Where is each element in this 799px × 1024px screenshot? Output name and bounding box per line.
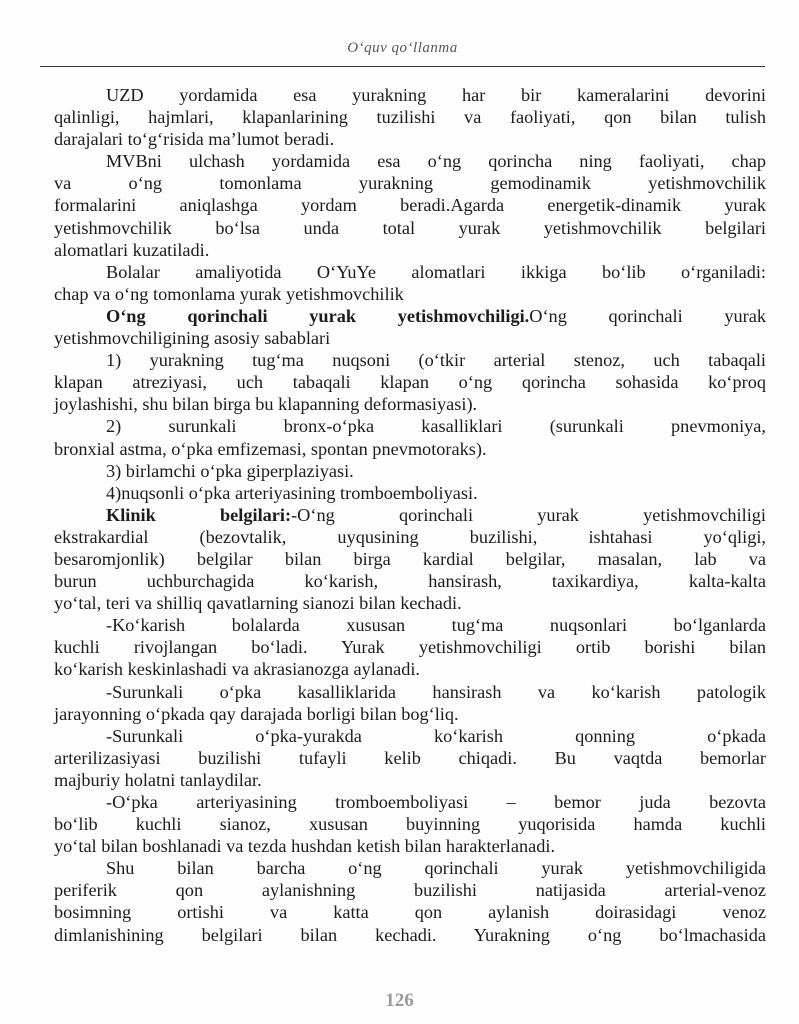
line-text: burun uchburchagida ko‘karish, hansirash, taxikardiya, kalta-kalta	[54, 571, 766, 592]
text-line	[54, 769, 766, 791]
text-line	[54, 371, 766, 393]
text-line	[54, 349, 766, 371]
text-line	[54, 570, 766, 592]
text-line	[54, 460, 766, 482]
text-line	[54, 548, 766, 570]
bold-heading: O‘ng qorinchali yurak yetishmovchiligi.	[106, 305, 530, 326]
line-text: ekstrakardial (bezovtalik, uyqusining buzilishi, ishtahasi yo‘qligi,	[54, 526, 766, 547]
page-number: 126	[385, 990, 414, 1011]
line-text: kuchli rivojlangan bo‘ladi. Yurak yetishmovchiligi ortib borishi bilan	[54, 637, 766, 658]
line-text: 1) yurakning tug‘ma nuqsoni (o‘tkir arterial stenoz, uch tabaqali	[106, 350, 766, 371]
line-text: klapan atreziyasi, uch tabaqali klapan o‘ng qorincha sohasida ko‘proq	[54, 372, 766, 393]
line-text: jarayonning o‘pkada qay darajada borligi bilan bog‘liq.	[54, 703, 459, 724]
line-text: dimlanishining belgilari bilan kechadi. Yurakning o‘ng bo‘lmachasida	[54, 924, 766, 945]
text-line	[54, 415, 766, 437]
text-line	[54, 658, 766, 680]
text-line	[54, 901, 766, 923]
line-text: UZD yordamida esa yurakning har bir kameralarini devorini	[106, 85, 766, 105]
text-line	[54, 283, 766, 305]
text-line	[54, 747, 766, 769]
text-line	[54, 128, 766, 150]
header-title: O‘quv qo‘llanma	[347, 40, 458, 56]
line-text: 3) birlamchi o‘pka giperplaziyasi.	[106, 460, 354, 481]
line-text: -O‘pka arteriyasining tromboemboliyasi – bemor juda bezovta	[106, 792, 766, 812]
text-line	[54, 791, 766, 813]
line-text: bo‘lib kuchli sianoz, xususan buyinning yuqorisida hamda kuchli	[54, 814, 766, 835]
text-line	[54, 106, 766, 128]
text-line	[54, 592, 766, 614]
text-line	[54, 614, 766, 636]
line-text: yo‘tal bilan boshlanadi va tezda hushdan ketish bilan harakterlanadi.	[54, 836, 556, 857]
line-text: -Surunkali o‘pka kasalliklarida hansirash va ko‘karish patologik	[106, 681, 766, 702]
line-text: yetishmovchilik bo‘lsa unda total yurak yetishmovchilik belgilari	[54, 217, 766, 238]
text-line	[54, 327, 766, 349]
line-text: alomatlari kuzatiladi.	[54, 239, 210, 260]
text-line	[54, 636, 766, 658]
text-line	[54, 482, 766, 504]
running-header	[40, 38, 765, 67]
line-text: O‘ng qorinchali yurak	[529, 305, 767, 326]
line-text: yetishmovchiligining asosiy sabablari	[54, 328, 331, 349]
line-text: joylashishi, shu bilan birga bu klapanning deformasiyasi).	[54, 394, 478, 415]
text-line	[54, 217, 766, 239]
line-text: besaromjonlik) belgilar bilan birga kardial belgilar, masalan, lab va	[54, 548, 766, 569]
text-line	[54, 393, 766, 415]
line-text: 4)nuqsonli o‘pka arteriyasining tromboemboliyasi.	[106, 482, 478, 503]
line-text: bronxial astma, o‘pka emfizemasi, spontan pnevmotoraks).	[54, 438, 487, 459]
text-line	[54, 305, 766, 327]
bold-heading: Klinik belgilari:	[106, 504, 292, 525]
text-line	[54, 857, 766, 879]
text-line	[54, 194, 766, 216]
text-line	[54, 172, 766, 194]
line-text: formalarini aniqlashga yordam beradi.Agarda energetik-dinamik yurak	[54, 195, 766, 216]
line-text: bosimning ortishi va katta qon aylanish doirasidagi venoz	[54, 902, 766, 923]
line-text: darajalari to‘g‘risida ma’lumot beradi.	[54, 129, 335, 150]
line-text: 2) surunkali bronx-o‘pka kasalliklari (surunkali pnevmoniya,	[106, 416, 766, 437]
line-text: MVBni ulchash yordamida esa o‘ng qorincha ning faoliyati, chap	[106, 151, 766, 172]
line-text: -Ko‘karish bolalarda xususan tug‘ma nuqsonlari bo‘lganlarda	[106, 615, 766, 636]
line-text: ko‘karish keskinlashadi va akrasianozga aylanadi.	[54, 659, 420, 680]
text-line	[54, 526, 766, 548]
line-text: periferik qon aylanishning buzilishi natijasida arterial-venoz	[54, 880, 766, 901]
line-text: arterilizasiyasi buzilishi tufayli kelib chiqadi. Bu vaqtda bemorlar	[54, 747, 766, 768]
text-line	[54, 261, 766, 283]
line-text: chap va o‘ng tomonlama yurak yetishmovchilik	[54, 283, 404, 304]
text-line	[54, 239, 766, 261]
text-line	[54, 813, 766, 835]
line-text: yo‘tal, teri va shilliq qavatlarning sianozi bilan kechadi.	[54, 593, 462, 614]
text-line	[54, 681, 766, 703]
text-line	[54, 703, 766, 725]
text-line	[54, 84, 766, 106]
text-line	[54, 504, 766, 526]
text-line	[54, 150, 766, 172]
line-text: va o‘ng tomonlama yurakning gemodinamik yetishmovchilik	[54, 173, 766, 194]
line-text: Shu bilan barcha o‘ng qorinchali yurak yetishmovchiligida	[106, 858, 766, 879]
text-line	[54, 835, 766, 857]
text-line	[54, 438, 766, 460]
line-text: -Surunkali o‘pka-yurakda ko‘karish qonning o‘pkada	[106, 725, 766, 746]
line-text: Bolalar amaliyotida O‘YuYe alomatlari ikkiga bo‘lib o‘rganiladi:	[106, 261, 766, 282]
text-line	[54, 879, 766, 901]
body-text	[54, 84, 766, 946]
line-text: qalinligi, hajmlari, klapanlarining tuzilishi va faoliyati, qon bilan tulish	[54, 107, 766, 128]
line-text: majburiy holatni tanlaydilar.	[54, 769, 262, 790]
text-line	[54, 725, 766, 747]
line-text: -O‘ng qorinchali yurak yetishmovchiligi	[291, 504, 766, 525]
text-line	[54, 924, 766, 946]
